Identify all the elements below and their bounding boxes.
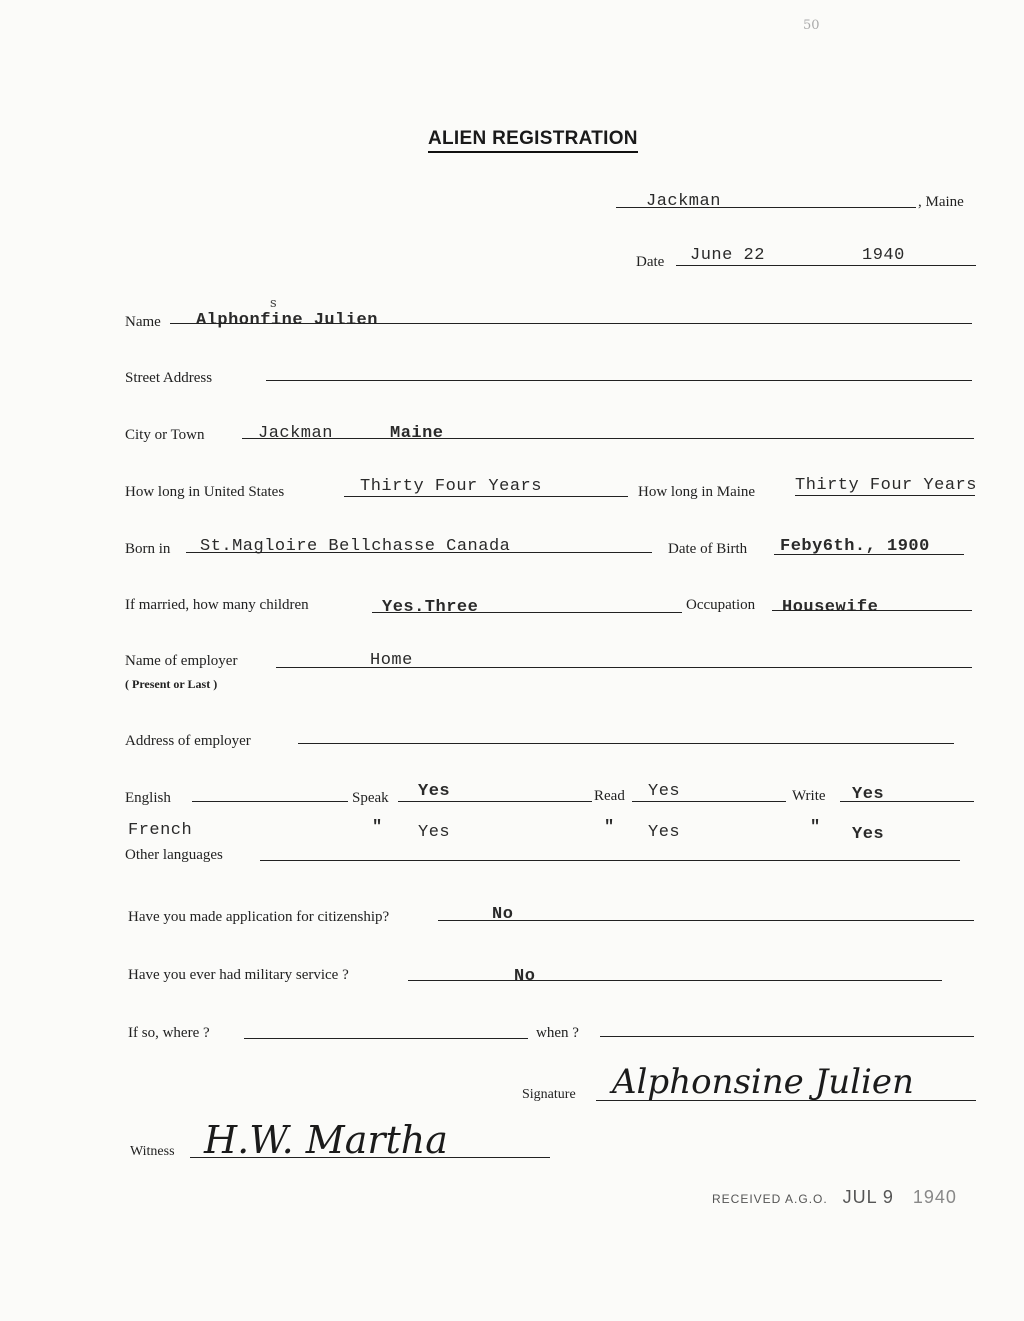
read-french-value: Yes [648,823,681,842]
where-line [244,1038,528,1039]
read-english-value: Yes [648,782,681,801]
name-value: Alphonfine Julien [196,311,378,330]
when-line [600,1036,974,1037]
name-line [170,323,972,324]
city-label: City or Town [125,427,205,443]
corner-mark: 50 [803,18,820,33]
speak-french-value: Yes [418,823,451,842]
signature: Alphonsine Julien [612,1062,914,1102]
english-line [192,801,348,802]
french-value: French [128,821,193,840]
date-label: Date [636,254,665,270]
read-french-ditto: " [604,818,615,837]
employer-address-line [298,743,954,744]
date-of-birth-line [774,554,964,555]
when-label: when ? [536,1025,579,1041]
name-correction: s [270,296,277,311]
write-line [840,801,974,802]
english-label: English [125,790,171,806]
employer-label: Name of employer [125,653,238,669]
children-line [372,612,682,613]
write-french-ditto: " [810,818,821,837]
citizenship-label: Have you made application for citizenship? [128,909,390,925]
occupation-line [772,610,972,611]
signature-line [596,1100,976,1101]
where-label: If so, where ? [128,1025,210,1041]
military-label: Have you ever had military service ? [128,967,349,983]
speak-french-ditto: " [372,818,383,837]
received-stamp [712,1187,957,1208]
speak-english-value: Yes [418,782,451,801]
city-state-value: Maine [390,424,444,443]
military-value: No [514,967,536,986]
stamp-date: JUL 9 [842,1187,894,1207]
children-value: Yes.Three [382,598,479,617]
signature-label: Signature [522,1087,576,1102]
write-english-value: Yes [852,785,885,804]
employer-address-label: Address of employer [125,733,251,749]
married-label: If married, how many children [125,597,309,613]
street-line [266,380,972,381]
year-value: 1940 [862,246,905,265]
street-label: Street Address [125,370,213,386]
military-line [408,980,942,981]
city-value: Jackman [258,424,333,443]
citizenship-value: No [492,905,514,924]
employer-value: Home [370,651,413,670]
date-of-birth-label: Date of Birth [668,541,748,557]
how-long-maine-label: How long in Maine [638,484,756,500]
witness-signature: H.W. Martha [204,1118,448,1162]
other-languages-line [260,860,960,861]
how-long-us-label: How long in United States [125,484,285,500]
how-long-us-line [344,496,628,497]
speak-label: Speak [352,790,389,806]
town-line [616,207,916,208]
witness-line [190,1157,550,1158]
how-long-us-value: Thirty Four Years [360,477,542,496]
witness-label: Witness [130,1144,175,1159]
employer-line [276,667,972,668]
state-label: , Maine [918,194,964,210]
city-line [242,438,974,439]
date-line [676,265,976,266]
how-long-maine-value: Thirty Four Years [795,476,977,495]
date-value: June 22 [690,246,765,265]
how-long-maine-line [795,495,975,496]
occupation-value: Housewife [782,598,879,617]
write-label: Write [792,788,826,804]
employer-note: ( Present or Last ) [125,677,218,691]
occupation-label: Occupation [686,597,756,613]
born-in-label: Born in [125,541,171,557]
born-in-line [186,552,652,553]
write-french-value: Yes [852,825,885,844]
citizenship-line [438,920,974,921]
date-of-birth-value: Feby6th., 1900 [780,537,930,556]
form-title: ALIEN REGISTRATION [428,128,638,153]
stamp-year: 1940 [912,1187,957,1207]
speak-line [398,801,592,802]
read-line [632,801,786,802]
stamp-received: RECEIVED A.G.O. [712,1192,828,1206]
town-value: Jackman [646,192,721,211]
read-label: Read [594,788,625,804]
name-label: Name [125,314,161,330]
born-in-value: St.Magloire Bellchasse Canada [200,537,511,556]
other-languages-label: Other languages [125,847,223,863]
